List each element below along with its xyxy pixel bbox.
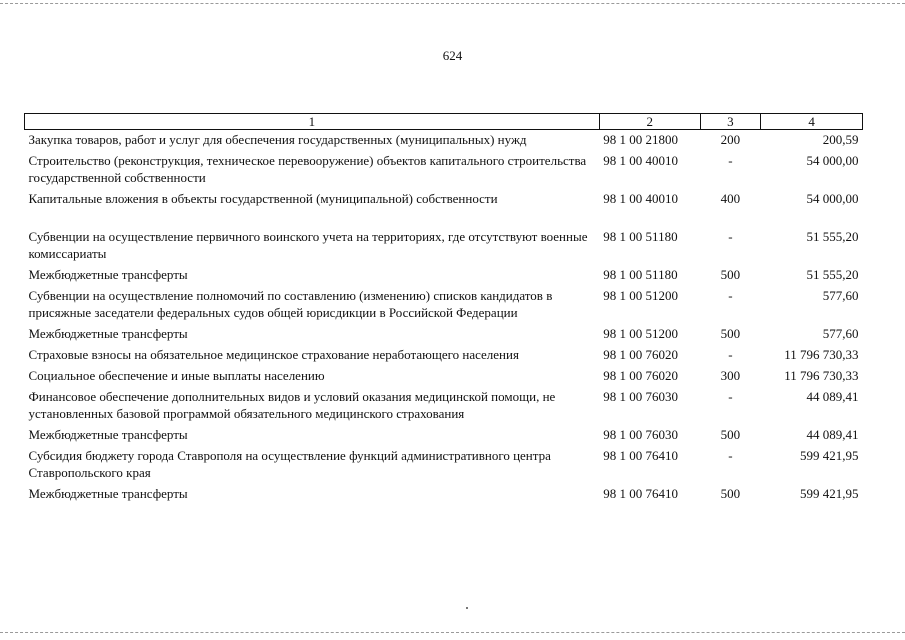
row-code: 98 1 00 76410 <box>603 486 679 501</box>
row-amount: 51 555,20 <box>806 267 859 282</box>
row-amount: 44 089,41 <box>806 389 859 404</box>
table-row <box>25 446 863 484</box>
column-header-amount: 4 <box>761 114 863 130</box>
row-type: - <box>728 347 733 362</box>
scan-edge-bottom <box>0 632 905 634</box>
row-type: - <box>728 229 733 244</box>
row-name: Капитальные вложения в объекты государственной (муниципальной) собственности <box>28 191 498 206</box>
row-code: 98 1 00 51200 <box>603 288 679 303</box>
row-type: 500 <box>720 326 741 341</box>
table-row <box>25 286 863 324</box>
table-row <box>25 425 863 446</box>
table-row <box>25 366 863 387</box>
page-number: 624 <box>442 48 463 63</box>
row-name: Субвенции на осуществление полномочий по составлению (изменению) списков кандидатов в присяжные заседатели федеральных судов общей юрисдикции в Российской Федерации <box>28 288 553 320</box>
row-name: Финансовое обеспечение дополнительных видов и условий оказания медицинской помощи, не установленных базовой программой обязательного медицинского страхования <box>28 389 556 421</box>
table-row <box>25 265 863 286</box>
row-type: - <box>728 389 733 404</box>
row-code: 98 1 00 76020 <box>603 368 679 383</box>
row-name: Закупка товаров, работ и услуг для обеспечения государственных (муниципальных) нужд <box>28 132 527 147</box>
row-code: 98 1 00 40010 <box>603 191 679 206</box>
row-name: Межбюджетные трансферты <box>28 486 188 501</box>
row-amount: 577,60 <box>822 288 859 303</box>
row-type: 300 <box>720 368 741 383</box>
column-header-name: 1 <box>25 114 600 130</box>
table-row <box>25 189 863 227</box>
row-code: 98 1 00 76030 <box>603 427 679 442</box>
row-amount: 11 796 730,33 <box>784 368 859 383</box>
row-name: Строительство (реконструкция, техническое перевооружение) объектов капитального строительства государственной собственности <box>28 153 587 185</box>
row-amount: 577,60 <box>822 326 859 341</box>
row-name: Социальное обеспечение и иные выплаты населению <box>28 368 325 383</box>
row-code: 98 1 00 40010 <box>603 153 679 168</box>
table-row <box>25 227 863 265</box>
row-code: 98 1 00 76030 <box>603 389 679 404</box>
row-amount: 51 555,20 <box>806 229 859 244</box>
row-type: 400 <box>720 191 741 206</box>
row-type: 500 <box>720 427 741 442</box>
row-code: 98 1 00 51180 <box>603 267 678 282</box>
row-name: Межбюджетные трансферты <box>28 326 188 341</box>
scan-speck <box>466 607 468 609</box>
row-name: Субвенции на осуществление первичного воинского учета на территориях, где отсутствуют военные комиссариаты <box>28 229 588 261</box>
row-name: Субсидия бюджету города Ставрополя на осуществление функций административного центра Ставропольского края <box>28 448 551 480</box>
row-type: - <box>728 153 733 168</box>
table-row <box>25 345 863 366</box>
table-row <box>25 484 863 505</box>
row-type: 500 <box>720 486 741 501</box>
row-amount: 200,59 <box>822 132 859 147</box>
row-amount: 599 421,95 <box>800 448 859 463</box>
row-type: - <box>728 288 733 303</box>
row-amount: 54 000,00 <box>806 191 859 206</box>
row-type: 200 <box>720 132 741 147</box>
table-row <box>25 324 863 345</box>
row-code: 98 1 00 51180 <box>603 229 678 244</box>
column-header-code: 2 <box>599 114 700 130</box>
row-amount: 599 421,95 <box>800 486 859 501</box>
scan-edge-top <box>0 3 905 5</box>
row-name: Межбюджетные трансферты <box>28 267 188 282</box>
row-amount: 44 089,41 <box>806 427 859 442</box>
row-amount: 54 000,00 <box>806 153 859 168</box>
row-name: Страховые взносы на обязательное медицинское страхование неработающего населения <box>28 347 519 362</box>
table-row <box>25 130 863 152</box>
row-type: 500 <box>720 267 741 282</box>
row-code: 98 1 00 51200 <box>603 326 679 341</box>
row-type: - <box>728 448 733 463</box>
column-header-type: 3 <box>700 114 761 130</box>
table-row <box>25 387 863 425</box>
row-code: 98 1 00 21800 <box>603 132 679 147</box>
budget-table <box>24 113 863 505</box>
row-name: Межбюджетные трансферты <box>28 427 188 442</box>
header-row <box>25 114 863 130</box>
row-amount: 11 796 730,33 <box>784 347 859 362</box>
row-code: 98 1 00 76020 <box>603 347 679 362</box>
table-row <box>25 151 863 189</box>
row-code: 98 1 00 76410 <box>603 448 679 463</box>
